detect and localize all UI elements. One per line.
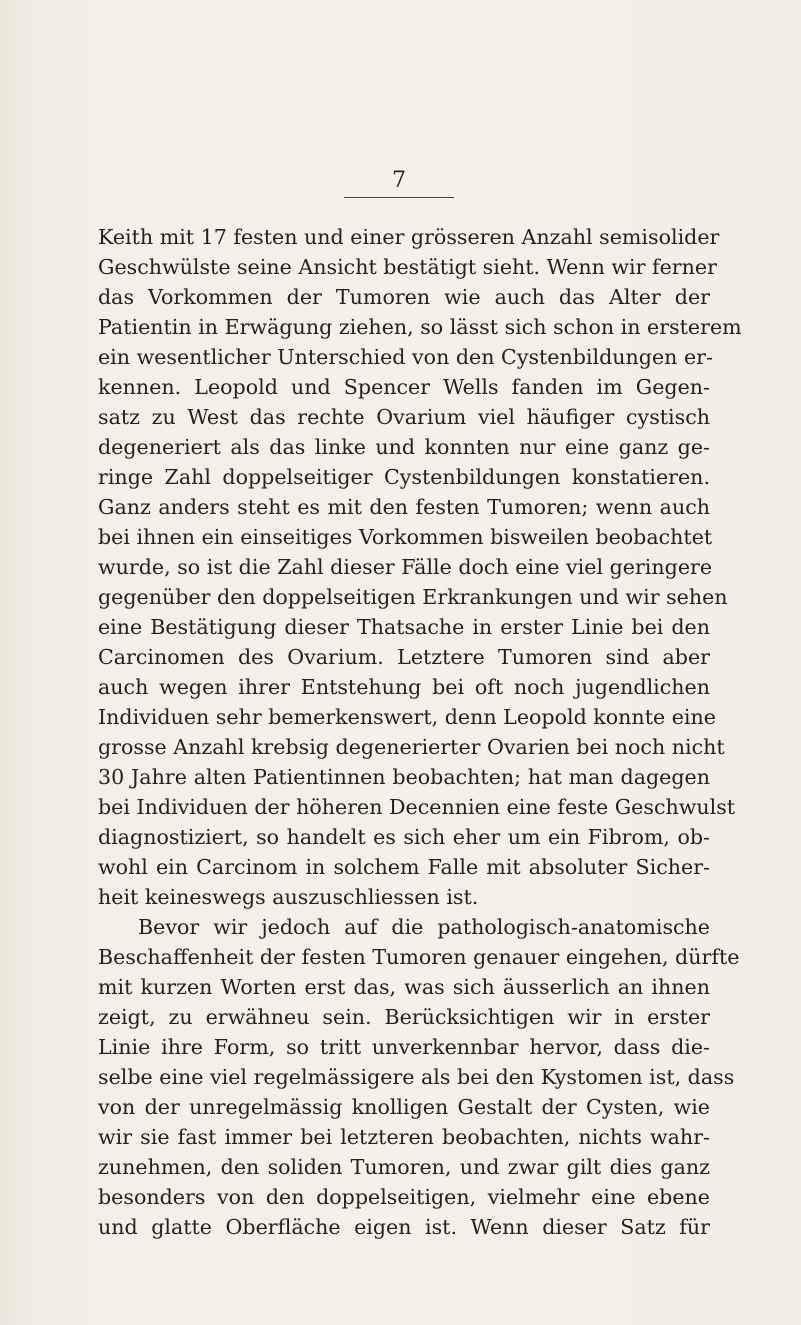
text-line: Patientin in Erwägung ziehen, so lässt sich schon in ersterem (98, 315, 742, 339)
text-line: diagnostiziert, so handelt es sich eher um ein Fibrom, ob- (98, 825, 710, 849)
text-line: selbe eine viel regelmässigere als bei den Kystomen ist, dass (98, 1065, 735, 1089)
text-line: besonders von den doppelseitigen, vielmehr eine ebene (98, 1185, 710, 1209)
text-line: bei ihnen ein einseitiges Vorkommen bisweilen beobachtet (98, 525, 713, 549)
text-line: Individuen sehr bemerkenswert, denn Leopold konnte eine (98, 705, 716, 729)
text-line: bei Individuen der höheren Decennien eine feste Geschwulst (98, 795, 736, 819)
text-line: degeneriert als das linke und konnten nur eine ganz ge- (98, 435, 710, 459)
text-line: satz zu West das rechte Ovarium viel häufiger cystisch (98, 405, 710, 429)
text-line: Bevor wir jedoch auf die pathologisch-anatomische (138, 915, 710, 939)
text-line: heit keineswegs auszuschliessen ist. (98, 885, 479, 909)
text-line: kennen. Leopold und Spencer Wells fanden im Gegen- (98, 375, 710, 399)
text-line: Linie ihre Form, so tritt unverkennbar hervor, dass die- (98, 1035, 710, 1059)
text-line: wurde, so ist die Zahl dieser Fälle doch eine viel geringere (98, 555, 713, 579)
text-line: und glatte Oberfläche eigen ist. Wenn dieser Satz für (98, 1215, 710, 1239)
text-line: das Vorkommen der Tumoren wie auch das Alter der (98, 285, 710, 309)
text-line: eine Bestätigung dieser Thatsache in erster Linie bei den (98, 615, 710, 639)
text-line: zeigt, zu erwähneu sein. Berücksichtigen wir in erster (98, 1005, 710, 1029)
text-line: mit kurzen Worten erst das, was sich äusserlich an ihnen (98, 975, 710, 999)
body-text (98, 222, 742, 1242)
text-line: Geschwülste seine Ansicht bestätigt sieht. Wenn wir ferner (98, 255, 717, 279)
text-line: 30 Jahre alten Patientinnen beobachten; hat man dagegen (98, 765, 710, 789)
text-line: Keith mit 17 festen und einer grösseren Anzahl semisolider (98, 225, 720, 249)
text-line: wir sie fast immer bei letzteren beobachten, nichts wahr- (98, 1125, 710, 1149)
text-line: auch wegen ihrer Entstehung bei oft noch jugendlichen (98, 675, 710, 699)
text-line: von der unregelmässig knolligen Gestalt der Cysten, wie (98, 1095, 710, 1119)
text-line: wohl ein Carcinom in solchem Falle mit absoluter Sicher- (98, 855, 710, 879)
text-line: grosse Anzahl krebsig degenerierter Ovarien bei noch nicht (98, 735, 725, 759)
text-line: ein wesentlicher Unterschied von den Cystenbildungen er- (98, 345, 713, 369)
text-line: Ganz anders steht es mit den festen Tumoren; wenn auch (98, 495, 710, 519)
text-line: Beschaffenheit der festen Tumoren genauer eingehen, dürfte (98, 945, 740, 969)
text-line: gegenüber den doppelseitigen Erkrankungen und wir sehen (98, 585, 728, 609)
header-rule (344, 197, 454, 198)
page-number: 7 (392, 168, 406, 193)
text-line: zunehmen, den soliden Tumoren, und zwar gilt dies ganz (98, 1155, 710, 1179)
text-line: ringe Zahl doppelseitiger Cystenbildungen konstatieren. (98, 465, 710, 489)
text-line: Carcinomen des Ovarium. Letztere Tumoren sind aber (98, 645, 710, 669)
